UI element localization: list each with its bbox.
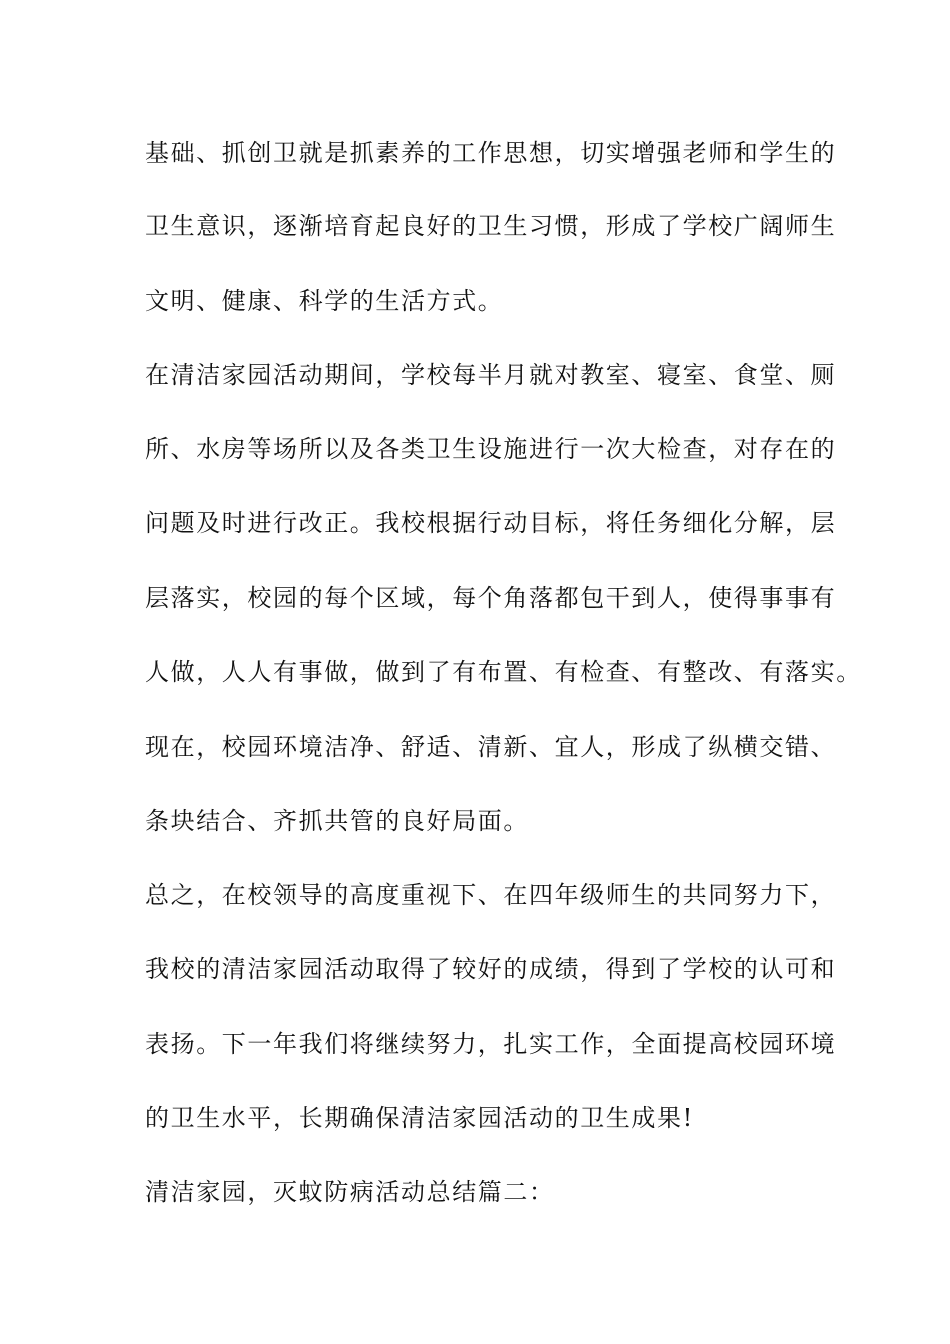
text-line: 所、水房等场所以及各类卫生设施进行一次大检查，对存在的	[145, 435, 837, 463]
text-line: 表扬。下一年我们将继续努力，扎实工作，全面提高校园环境	[145, 1030, 837, 1058]
text-line: 现在，校园环境洁净、舒适、清新、宜人，形成了纵横交错、	[145, 733, 837, 761]
text-line: 人做，人人有事做，做到了有布置、有检查、有整改、有落实。	[145, 658, 862, 686]
section-heading: 清洁家园，灭蚊防病活动总结篇二：	[145, 1178, 555, 1206]
text-line: 条块结合、齐抓共管的良好局面。	[145, 807, 529, 835]
text-line: 总之，在校领导的高度重视下、在四年级师生的共同努力下，	[145, 881, 837, 909]
text-line: 问题及时进行改正。我校根据行动目标，将任务细化分解，层	[145, 509, 837, 537]
text-line: 卫生意识，逐渐培育起良好的卫生习惯，形成了学校广阔师生	[145, 212, 837, 240]
text-line: 基础、抓创卫就是抓素养的工作思想，切实增强老师和学生的	[145, 139, 837, 167]
text-line: 我校的清洁家园活动取得了较好的成绩，得到了学校的认可和	[145, 955, 837, 983]
text-line: 层落实，校园的每个区域，每个角落都包干到人，使得事事有	[145, 584, 837, 612]
text-line: 的卫生水平，长期确保清洁家园活动的卫生成果!	[145, 1104, 694, 1132]
text-line: 文明、健康、科学的生活方式。	[145, 287, 504, 315]
text-line: 在清洁家园活动期间，学校每半月就对教室、寝室、食堂、厕	[145, 361, 837, 389]
